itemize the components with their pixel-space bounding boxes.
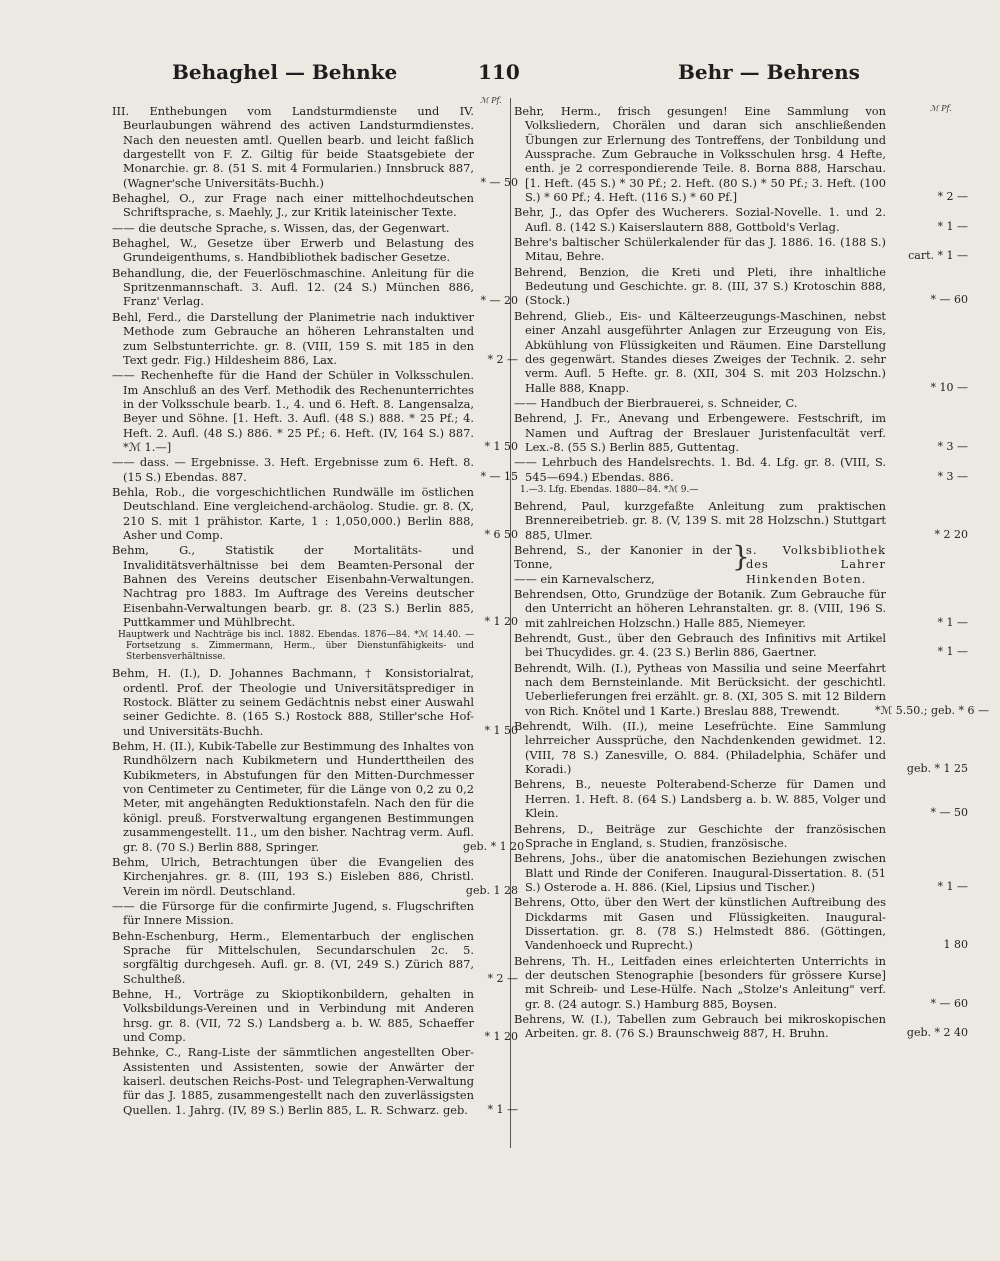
- entry-price: * 1 —: [937, 645, 968, 659]
- entry-text: Behr, Herm., frisch gesungen! Eine Sammlung von Volksliedern, Chorälen und daran sich anschließenden Übungen zur Erlernung des Tontreffens, der Tonbildung und Aussprache. Zum Gebrauche in Volksschulen hrsg. 4 Hefte, enth. je 2 correspondierende Teile. 8. Borna 888, Harschau. [1. Heft. (45 S.) * 30 Pf.; 2. Heft. (80 S.) * 50 Pf.; 3. Heft. (100 S.) * 60 Pf.; 4. Heft. (116 S.) * 60 Pf.]: [514, 104, 886, 205]
- bibliography-entry: [112, 368, 518, 454]
- entry-price: geb. * 2 40: [906, 1026, 968, 1040]
- bibliography-entry: [514, 205, 968, 234]
- bibliography-entry: [514, 777, 968, 821]
- bibliography-entry: [514, 719, 968, 777]
- entry-text: Behl, Ferd., die Darstellung der Planimetrie nach induktiver Methode zum Gebrauche an höheren Lehranstalten und zum Selbstunterrichte. gr. 8. (VIII, 159 S. mit 185 in den Text gedr. Fig.) Hildesheim 886, Lax.: [112, 309, 474, 367]
- entry-text: Behm, H. (I.), D. Johannes Bachmann, † Konsistorialrat, ordentl. Prof. der Theologie und Universitätsprediger in Rostock. Blätter zu seinem Gedächtnis nebst einer Auswahl seiner Gedichte. 8. (165 S.) Rostock 888, Stiller'sche Hof- und Universitäts-Buchh.: [112, 666, 474, 738]
- bibliography-entry: [112, 1045, 518, 1117]
- group-reference: s. Volksbibliothek des Lahrer Hinkenden Boten.: [746, 542, 886, 586]
- bibliography-entry: [112, 543, 518, 630]
- entry-price: * 1 —: [487, 1102, 518, 1116]
- entry-price: * 3 —: [937, 469, 968, 483]
- bibliography-entry: [514, 498, 968, 542]
- bibliography-entry: [112, 986, 518, 1044]
- header-right: Behr — Behrens: [678, 60, 860, 84]
- entry-price: * 1 —: [937, 879, 968, 893]
- entry-text: —— Lehrbuch des Handelsrechts. 1. Bd. 4. Lfg. gr. 8. (VIII, S. 545—694.) Ebendas. 886.: [514, 455, 886, 484]
- entry-price: * 1 —: [937, 615, 968, 629]
- entry-price: * 1 50: [484, 439, 518, 453]
- price-header-right: ℳ Pf.: [930, 104, 952, 113]
- entry-text: Behn-Eschenburg, Herm., Elementarbuch der englischen Sprache für Mittelschulen, Secundarschulen 2c. 5. sorgfältig durchgeseh. Aufl. gr. 8. (VI, 249 S.) Zürich 887, Schultheß.: [112, 928, 474, 986]
- entry-price: *ℳ 5.50.; geb. * 6 —: [875, 703, 990, 717]
- entry-text: Behrend, Benzion, die Kreti und Pleti, ihre inhaltliche Bedeutung und Geschichte. gr. 8. (III, 37 S.) Krotoschin 888, (Stock.): [514, 264, 886, 308]
- entry-text: Behr, J., das Opfer des Wucherers. Sozial-Novelle. 1. und 2. Aufl. 8. (142 S.) Kaiserslautern 888, Gottbold's Verlag.: [514, 205, 886, 234]
- bibliography-entry: [112, 104, 518, 190]
- bibliography-entry: [112, 928, 518, 986]
- entry-text: —— Rechenhefte für die Hand der Schüler in Volksschulen. Im Anschluß an des Verf. Methodik des Rechenunterrichtes in der Volksschule bearb. 1., 4. und 6. Heft. 8. Langensalza, Beyer und Söhne. [1. Heft. 3. Aufl. (48 S.) 888. * 25 Pf.; 4. Heft. 2. Aufl. (48 S.) 886. * 25 Pf.; 6. Heft. (IV, 164 S.) 887. *ℳ 1.—]: [112, 368, 474, 454]
- bibliography-entry: [112, 191, 474, 220]
- entry-price: * 10 —: [930, 380, 968, 394]
- entry-text: —— dass. — Ergebnisse. 3. Heft. Ergebnisse zum 6. Heft. 8. (15 S.) Ebendas. 887.: [112, 455, 474, 484]
- bibliography-entry: [514, 587, 968, 630]
- bibliography-entry: [112, 455, 518, 484]
- entry-price: cart. * 1 —: [908, 249, 968, 263]
- entry-text: Behrens, W. (I.), Tabellen zum Gebrauch bei mikroskopischen Arbeiten. gr. 8. (76 S.) Braunschweig 887, H. Bruhn.: [514, 1011, 886, 1041]
- entry-price: geb. * 1 25: [906, 762, 968, 776]
- bibliography-entry: [514, 455, 968, 484]
- entry-text: Behla, Rob., die vorgeschichtlichen Rundwälle im östlichen Deutschland. Eine vergleichend-archäolog. Studie. gr. 8. (X, 210 S. mit 1 prähistor. Karte, 1 : 1,050,000.) Berlin 888, Asher und Comp.: [112, 484, 474, 542]
- bibliography-entry: [514, 411, 968, 454]
- left-column: [112, 104, 525, 1118]
- entry-text: Behne, H., Vorträge zu Skioptikonbildern, gehalten in Volksbildungs-Vereinen und in Verbindung mit Anderen hrsg. gr. 8. (VII, 72 S.) Landsberg a. b. W. 885, Schaeffer und Comp.: [112, 986, 474, 1044]
- entry-price: * 1 —: [937, 219, 968, 233]
- entry-text: Behrend, J. Fr., Anevang und Erbengewere. Festschrift, im Namen und Auftrag der Breslauer Juristenfacultät verf. Lex.-8. (55 S.) Berlin 885, Guttentag.: [514, 411, 886, 454]
- entry-text: III. Enthebungen vom Landsturmdienste und IV. Beurlaubungen während des activen Landsturmdienstes. Nach den neuesten amtl. Quellen bearb. und leicht faßlich dargestellt von F. Z. Giltig für beide Staatsgebiete der Monarchie. gr. 8. (51 S. mit 4 Formularien.) Innsbruck 887, (Wagner'sche Universitäts-Buchh.): [112, 104, 474, 190]
- entry-text: Behnke, C., Rang-Liste der sämmtlichen angestellten Ober-Assistenten und Assistenten, sowie der Anwärter der kaiserl. deutschen Reichs-Post- und Telegraphen-Verwaltung für das J. 1885, zusammengestellt nach den zuverlässigsten Quellen. 1. Jahrg. (IV, 89 S.) Berlin 885, L. R. Schwarz. geb.: [112, 1045, 474, 1117]
- entry-text: Behrendt, Wilh. (II.), meine Lesefrüchte. Eine Sammlung lehrreicher Aussprüche, den Nachdenkenden gewidmet. 12. (VIII, 78 S.) Zanesville, O. 884. (Philadelphia, Schäfer und Koradi.): [514, 719, 886, 777]
- entry-price: * 2 20: [934, 527, 968, 541]
- bibliography-entry: [112, 666, 518, 738]
- entry-price: * 3 —: [937, 439, 968, 453]
- entry-text: Behrendt, Wilh. (I.), Pytheas von Massilia und seine Meerfahrt nach dem Bernsteinlande. Mit Berücksicht. der geschichtl. Ueberlieferungen frei erzählt. gr. 8. (XI, 305 S. mit 12 Bildern von Rich. Knötel und 1 Karte.) Breslau 888, Trewendt.: [514, 660, 886, 718]
- entry-text: Behrendsen, Otto, Grundzüge der Botanik. Zum Gebrauche für den Unterricht an höheren Lehranstalten. gr. 8. (VIII, 196 S. mit zahlreichen Holzschn.) Halle 885, Niemeyer.: [514, 587, 886, 630]
- entry-text: Behrendt, Gust., über den Gebrauch des Infinitivs mit Artikel bei Thucydides. gr. 4. (23 S.) Berlin 886, Gaertner.: [514, 631, 886, 660]
- entry-price: * — 15: [480, 469, 518, 483]
- bibliography-entry: [112, 484, 518, 542]
- bibliography-entry: [514, 660, 990, 718]
- group-entries: [514, 543, 732, 586]
- entry-price: 1 80: [943, 938, 968, 952]
- entry-text: —— Handbuch der Bierbrauerei, s. Schneider, C.: [514, 395, 798, 410]
- group-entry: Behrend, S., der Kanonier in der Tonne,: [514, 542, 732, 572]
- entry-group: [514, 539, 886, 586]
- brace-mark: }: [732, 539, 750, 573]
- entry-text: Behandlung, die, der Feuerlöschmaschine. Anleitung für die Spritzenmannschaft. 3. Aufl. 12. (24 S.) München 886, Franz' Verlag.: [112, 265, 474, 309]
- entry-text: Behrend, Paul, kurzgefaßte Anleitung zum praktischen Brennereibetrieb. gr. 8. (V, 139 S. mit 28 Holzschn.) Stuttgart 885, Ulmer.: [514, 498, 886, 542]
- entry-price: * — 50: [480, 175, 518, 189]
- entry-text: Behrend, Glieb., Eis- und Kälteerzeugungs-Maschinen, nebst einer Anzahl ausgeführter Anlagen zur Erzeugung von Eis, Abkühlung von Flüssigkeiten und Räumen. Eine Darstellung des gegenwärt. Standes dieses Zweiges der Technik. 2. sehr verm. Aufl. 5 Hefte. gr. 8. (XII, 304 S. mit 203 Holzschn.) Halle 888, Knapp.: [514, 308, 886, 395]
- entry-price: * — 20: [480, 294, 518, 308]
- entry-text: Behm, Ulrich, Betrachtungen über die Evangelien des Kirchenjahres. gr. 8. (III, 193 S.) Eisleben 886, Christl. Verein im nördl. Deutschland.: [112, 854, 474, 898]
- bibliography-entry: [514, 953, 968, 1011]
- entry-text: Behaghel, W., Gesetze über Erwerb und Belastung des Grundeigenthums, s. Handbibliothek badischer Gesetze.: [112, 236, 474, 265]
- entry-text: Behre's baltischer Schülerkalender für das J. 1886. 16. (188 S.) Mitau, Behre.: [514, 235, 886, 264]
- entry-text: Behrens, Otto, über den Wert der künstlichen Auftreibung des Dickdarms mit Gasen und Flüssigkeiten. Inaugural-Dissertation. gr. 8. (78 S.) Helmstedt 886. (Göttingen, Vandenhoeck und Ruprecht.): [514, 895, 886, 953]
- entry-price: * — 60: [930, 996, 968, 1010]
- bibliography-entry: [514, 822, 886, 851]
- page-number: 110: [478, 60, 520, 84]
- bibliography-entry: [112, 854, 518, 898]
- entry-price: * 2 —: [487, 352, 518, 366]
- entry-text: Behrens, D., Beiträge zur Geschichte der französischen Sprache in England, s. Studien, französische.: [514, 821, 886, 850]
- bibliography-entry: [514, 631, 968, 660]
- header-left: Behaghel — Behnke: [172, 60, 398, 84]
- entry-text: —— die Fürsorge für die confirmirte Jugend, s. Flugschriften für Innere Mission.: [112, 898, 474, 928]
- entry-note: Hauptwerk und Nachträge bis incl. 1882. Ebendas. 1876—84. *ℳ 14.40. — Fortsetzung s. Zimmermann, Herm., über Dienstunfähigkeits- und Sterbensverhältnisse.: [118, 630, 474, 663]
- bibliography-entry: [112, 236, 474, 265]
- entry-price: * — 60: [930, 293, 968, 307]
- entry-price: geb. * 1 20: [463, 839, 525, 853]
- entry-price: * 2 —: [487, 971, 518, 985]
- entry-text: Behaghel, O., zur Frage nach einer mittelhochdeutschen Schriftsprache, s. Maehly, J., zur Kritik lateinischer Texte.: [112, 191, 474, 220]
- bibliography-entry: [514, 235, 968, 264]
- bibliography-entry: [514, 851, 968, 894]
- entry-text: Behm, G., Statistik der Mortalitäts- und Invaliditätsverhältnisse bei dem Beamten-Personal der Bahnen des Vereins deutscher Eisenbahn-Verwaltungen. Nachtrag pro 1883. Im Auftrage des Vereins deutscher Eisenbahn-Verwaltungen bearb. gr. 8. (23 S.) Berlin 885, Puttkammer und Mühlbrecht.: [112, 543, 474, 630]
- bibliography-entry: [514, 1011, 968, 1041]
- bibliography-entry: [514, 264, 968, 308]
- page-header: [0, 60, 1000, 94]
- entry-price: * 1 20: [484, 1029, 518, 1043]
- bibliography-entry: [514, 308, 968, 395]
- entry-note: 1.—3. Lfg. Ebendas. 1880—84. *ℳ 9.—: [520, 484, 699, 495]
- bibliography-entry: [112, 899, 474, 928]
- entry-price: * 1 20: [484, 615, 518, 629]
- entry-price: * — 50: [930, 806, 968, 820]
- price-header-left: ℳ Pf.: [480, 96, 502, 105]
- entry-text: Behrens, Th. H., Leitfaden eines erleichterten Unterrichts in der deutschen Stenographie [besonders für grössere Kurse] mit Schreib- und Lese-Hülfe. Nach „Stolze's Anleitung" verf. gr. 8. (24 autogr. S.) Hamburg 885, Boysen.: [514, 953, 886, 1011]
- entry-text: Behm, H. (II.), Kubik-Tabelle zur Bestimmung des Inhaltes von Rundhölzern nach Kubikmetern und Hunderttheilen des Kubikmeters, in Abstufungen für den Mitten-Durchmesser von Centimeter zu Centimeter, für die Länge von 0,2 zu 0,2 Meter, mit angehängten Reduktionstafeln. Nach den für die königl. preuß. Forstverwaltung ergangenen Bestimmungen zusammengestellt. 11., um den bisher. Nachtrag verm. Aufl. gr. 8. (70 S.) Berlin 888, Springer.: [112, 739, 474, 854]
- entry-text: —— die deutsche Sprache, s. Wissen, das, der Gegenwart.: [112, 220, 450, 235]
- entry-price: * 2 —: [937, 190, 968, 204]
- entry-text: Behrens, B., neueste Polterabend-Scherze für Damen und Herren. 1. Heft. 8. (64 S.) Landsberg a. b. W. 885, Volger und Klein.: [514, 777, 886, 821]
- bibliography-entry: [112, 739, 525, 854]
- entry-text: Behrens, Johs., über die anatomischen Beziehungen zwischen Blatt und Rinde der Coniferen. Inaugural-Dissertation. 8. (51 S.) Osterode a. H. 886. (Kiel, Lipsius und Tischer.): [514, 851, 886, 894]
- entry-price: * 1 50: [484, 723, 518, 737]
- bibliography-entry: [514, 396, 886, 410]
- entry-price: * 6 50: [484, 527, 518, 541]
- entry-price: geb. 1 28: [465, 883, 518, 897]
- group-entry: —— ein Karnevalscherz,: [514, 571, 655, 586]
- bibliography-entry: [112, 265, 518, 309]
- bibliography-entry: [112, 221, 474, 235]
- bibliography-entry: [112, 309, 518, 367]
- bibliography-entry: [514, 895, 968, 953]
